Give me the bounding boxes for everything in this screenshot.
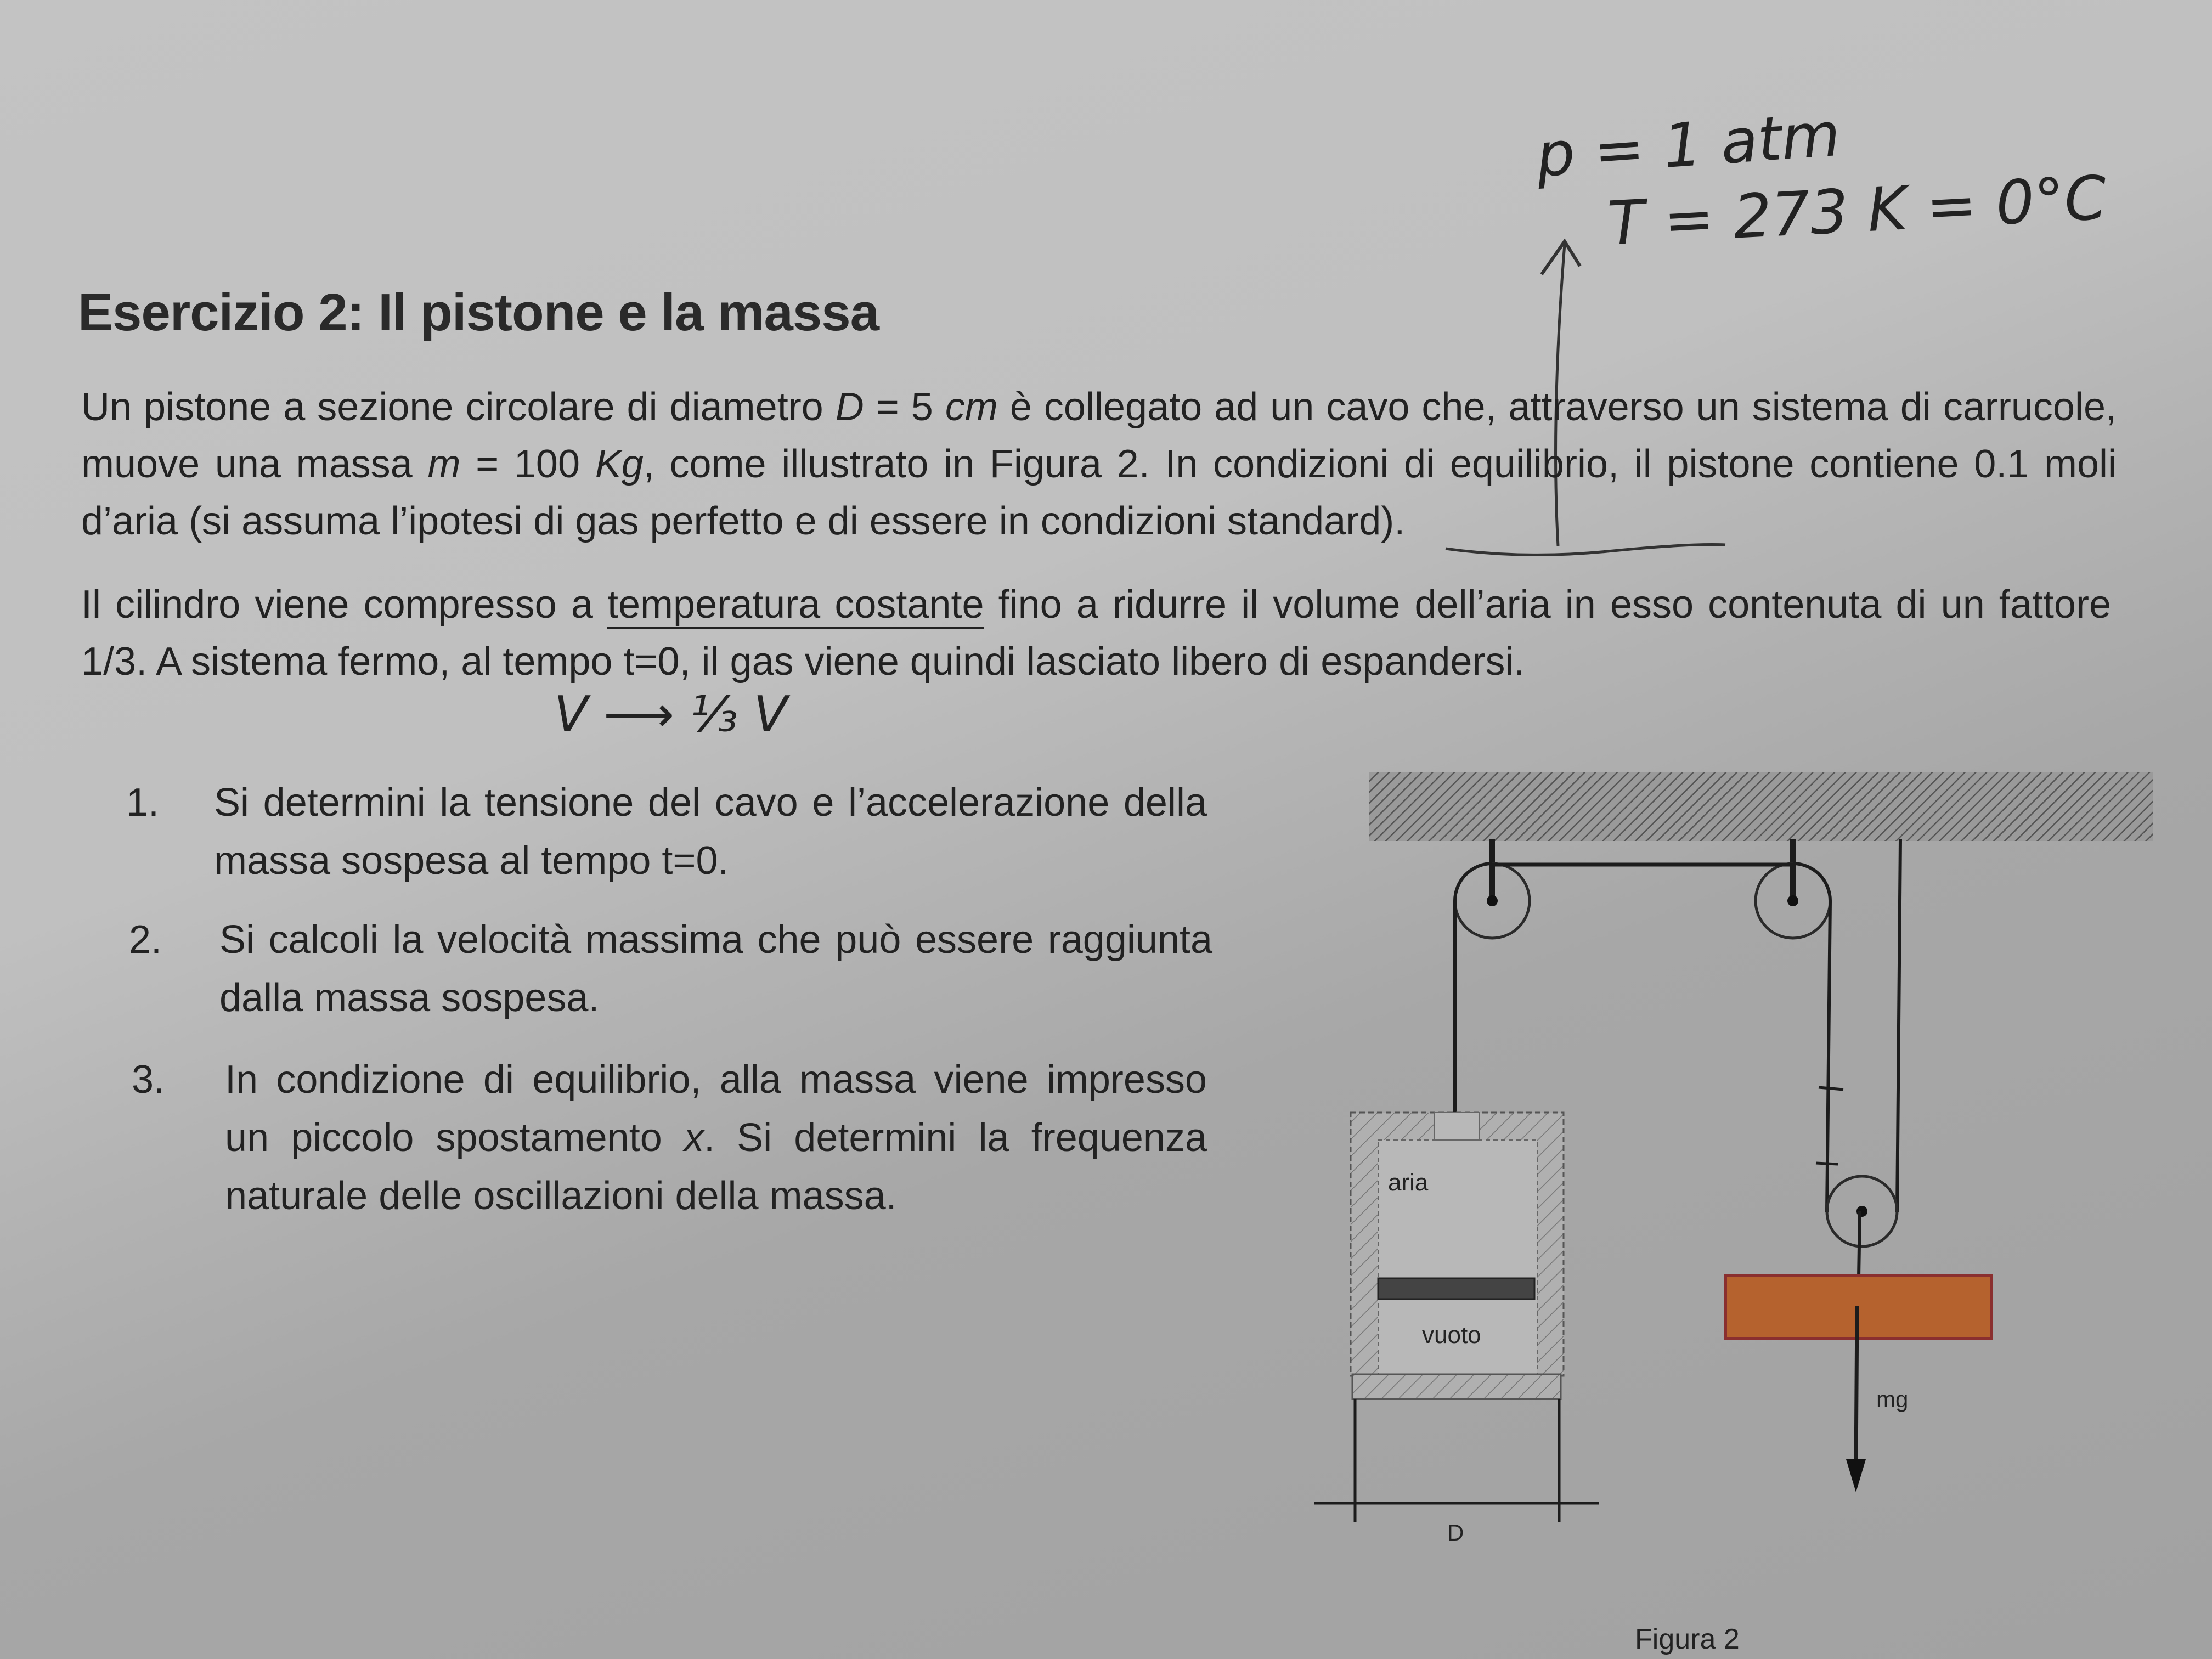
text-segment: fino a ridurre il volume dell’aria in esso contenuta di un fattore 1/3. A sistema fermo, al tempo t=0, il gas viene quindi lasciato libero di espandersi. xyxy=(81,583,2111,684)
ceiling xyxy=(1369,772,2153,841)
handwritten-volume-change: V ⟶ ⅓ V xyxy=(554,686,788,743)
question-number: 1. xyxy=(126,781,160,825)
symbol-displacement: x xyxy=(684,1116,704,1160)
exercise-paragraph-2 xyxy=(81,576,2111,690)
handwritten-pressure: p = 1 atm xyxy=(1534,99,1843,191)
question-number: 3. xyxy=(132,1058,165,1102)
text-segment: , come illustrato in Figura 2. In condizioni di equilibrio, il pistone contiene 0.1 moli d’aria (si assuma l’ipotesi di gas perfetto e di essere in xyxy=(81,442,2117,543)
exercise-title: Esercizio 2: Il pistone e la massa xyxy=(78,283,879,342)
exercise-paragraph-1 xyxy=(81,379,2117,550)
unit-cm: cm xyxy=(945,385,998,429)
figure-caption: Figura 2 xyxy=(1635,1623,1740,1655)
underlined-standard-conditions: condizioni standard xyxy=(1040,499,1381,543)
vacuum-label: vuoto xyxy=(1422,1322,1481,1348)
question-1 xyxy=(0,774,1262,894)
symbol-mass: m xyxy=(427,442,461,486)
text-segment: Un pistone a sezione circolare di diametro xyxy=(81,385,836,429)
text-segment: = 100 xyxy=(460,442,595,486)
text-segment: ). xyxy=(1381,499,1406,543)
question-text: Si determini la tensione del cavo e l’accelerazione della massa sospesa al tempo t=0. xyxy=(214,781,1207,883)
text-segment: è collegato ad un cavo che, attraverso un sistema di carrucole, muove una massa xyxy=(81,385,2117,486)
figure-pulley-system xyxy=(1306,757,2157,1659)
underlined-constant-temperature: temperatura costante xyxy=(607,583,984,629)
unit-kg: Kg xyxy=(595,442,644,486)
text-segment: In condizione di equilibrio, alla massa viene impresso un piccolo spostamento xyxy=(225,1058,1207,1160)
text-segment: = 5 xyxy=(864,385,945,429)
piston xyxy=(1378,1278,1534,1299)
text-segment: Il cilindro viene compresso a xyxy=(81,583,607,627)
handwritten-temperature: T = 273 K = 0°C xyxy=(1606,162,2108,259)
question-3 xyxy=(0,1051,1262,1232)
air-label: aria xyxy=(1388,1169,1429,1196)
force-label: mg xyxy=(1876,1386,1909,1412)
symbol-diameter: D xyxy=(835,385,864,429)
question-number: 2. xyxy=(129,918,162,962)
diameter-label: D xyxy=(1447,1520,1464,1545)
text-segment: . Si determini la frequenza naturale delle oscillazioni della massa. xyxy=(225,1116,1207,1218)
question-text xyxy=(225,1051,1207,1225)
question-2 xyxy=(0,911,1262,1031)
question-text: Si calcoli la velocità massima che può essere raggiunta dalla massa sospesa. xyxy=(219,918,1212,1020)
